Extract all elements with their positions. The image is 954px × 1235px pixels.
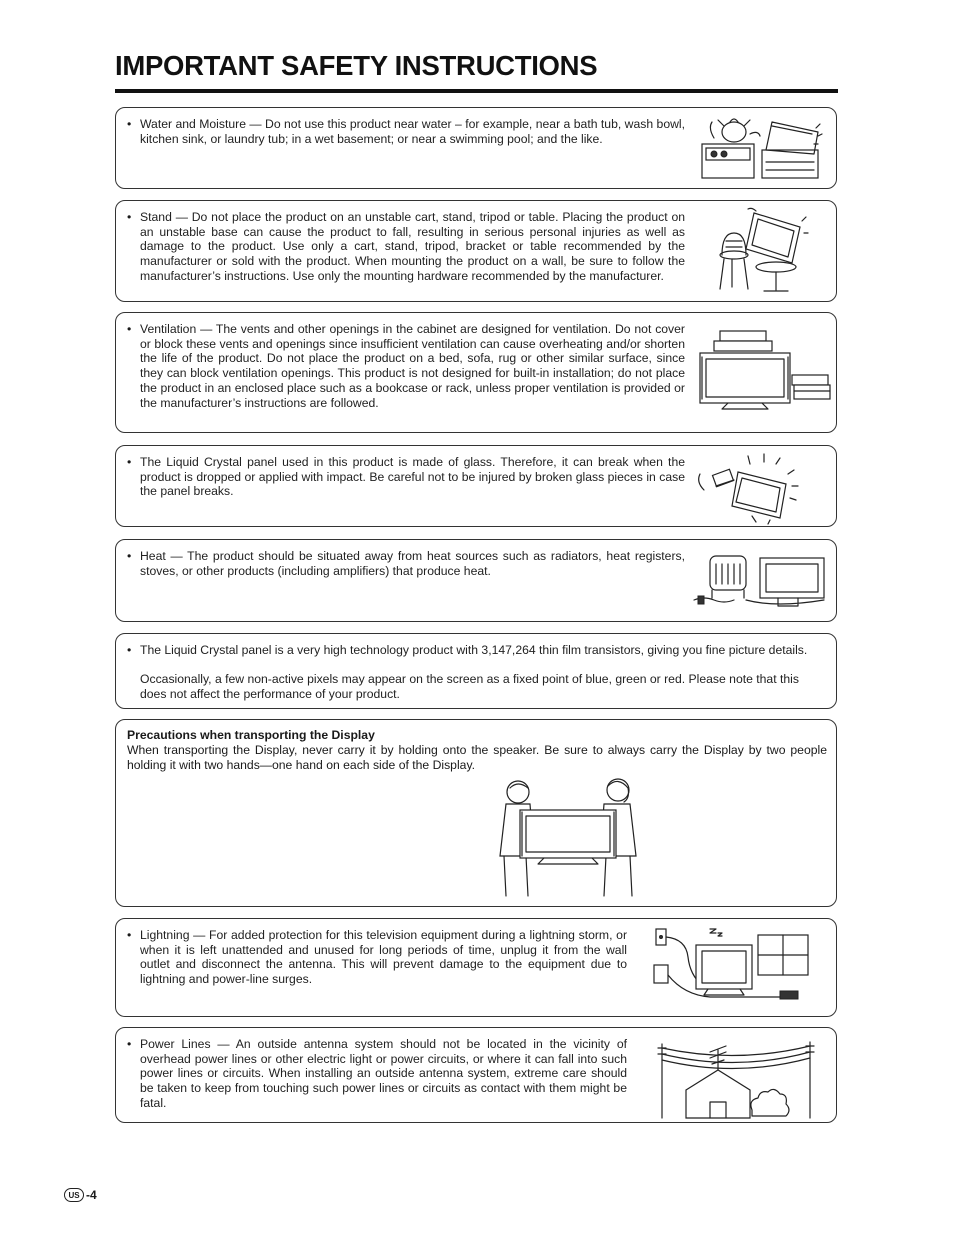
water-moisture-section — [115, 107, 837, 189]
unplug-tv-illustration — [652, 925, 812, 1011]
page-title: IMPORTANT SAFETY INSTRUCTIONS — [115, 50, 598, 81]
bullet: • — [127, 322, 132, 336]
precautions-heading: Precautions when transporting the Display — [127, 728, 375, 742]
two-people-carrying-display-illustration — [486, 776, 646, 900]
tv-near-water-illustration — [700, 114, 822, 180]
bullet: • — [127, 210, 132, 224]
page-footer — [64, 1188, 97, 1202]
bullet: • — [127, 117, 132, 131]
power-lines-section — [115, 1027, 837, 1123]
antenna-power-lines-illustration — [656, 1040, 814, 1118]
tv-blocked-vents-illustration — [696, 327, 834, 413]
glass-panel-section — [115, 445, 837, 527]
tv-falling-from-table-illustration — [712, 207, 806, 293]
stand-text: Stand — Do not place the product on an unstable cart, stand, tripod or table. Placing the product on an unstable base can cause the product to fall, resulting in serious personal injuries as well as damage to the product. Use only a cart, stand, tripod, bracket or table recommended by the manufacturer or sold with the product. When mounting the product on a wall, be sure to follow the manufacturer’s instructions. Use only the mounting hardware recommended by the manufacturer. — [140, 210, 685, 283]
tv-near-heater-illustration — [692, 550, 828, 614]
bullet: • — [127, 549, 132, 563]
bullet: • — [127, 928, 132, 942]
precautions-section — [115, 719, 837, 907]
bullet: • — [127, 1037, 132, 1051]
pixels-section — [115, 633, 837, 709]
glass-panel-text: The Liquid Crystal panel used in this product is made of glass. Therefore, it can break when the product is dropped or applied with impact. Be careful not to be injured by broken glass pieces in case the panel breaks. — [140, 455, 685, 499]
stand-section — [115, 200, 837, 302]
precautions-body: When transporting the Display, never carry it by holding onto the speaker. Be sure to always carry the Display by two people holding it with two hands—one hand on each side of the Display. — [127, 743, 827, 772]
ventilation-section — [115, 312, 837, 433]
lightning-text: Lightning — For added protection for this television equipment during a lightning storm, or when it is left unattended and unused for long periods of time, unplug it from the wall outlet and disconnect the antenna. This will prevent damage to the equipment due to lightning and power-line surges. — [140, 928, 627, 987]
bullet: • — [127, 643, 132, 657]
heat-text: Heat — The product should be situated away from heat sources such as radiators, heat registers, stoves, or other products (including amplifiers) that produce heat. — [140, 549, 685, 578]
water-moisture-text: Water and Moisture — Do not use this product near water – for example, near a bath tub, wash bowl, kitchen sink, or laundry tub; in a wet basement; or near a swimming pool; and the like. — [140, 117, 685, 146]
bullet: • — [127, 455, 132, 469]
us-badge: US — [64, 1188, 84, 1202]
tv-impact-illustration — [694, 450, 808, 522]
pixels-text-line2: Occasionally, a few non-active pixels may appear on the screen as a fixed point of blue, green or red. Please note that this does not affect the performance of your product. — [140, 672, 799, 701]
page-number: -4 — [86, 1188, 97, 1202]
pixels-text-line1: The Liquid Crystal panel is a very high technology product with 3,147,264 thin film transistors, giving you fine picture details. — [140, 643, 808, 657]
power-lines-text: Power Lines — An outside antenna system should not be located in the vicinity of overhead power lines or other electric light or power circuits, or where it can fall into such power lines or circuits. When installing an outside antenna system, extreme care should be taken to keep from touching such power lines or circuits as contact with them might be fatal. — [140, 1037, 627, 1110]
heat-section — [115, 539, 837, 622]
title-divider — [115, 89, 838, 93]
lightning-section — [115, 918, 837, 1017]
ventilation-text: Ventilation — The vents and other openings in the cabinet are designed for ventilation. Do not cover or block these vents and openings since insufficient ventilation can cause overheating and/or shorten the life of the product. Do not place the product on a bed, sofa, rug or other similar surface, since they can block ventilation openings. This product is not designed for built-in installation; do not place the product in an enclosed place such as a bookcase or rack, unless proper ventilation is provided or the manufacturer’s instructions are followed. — [140, 322, 685, 410]
